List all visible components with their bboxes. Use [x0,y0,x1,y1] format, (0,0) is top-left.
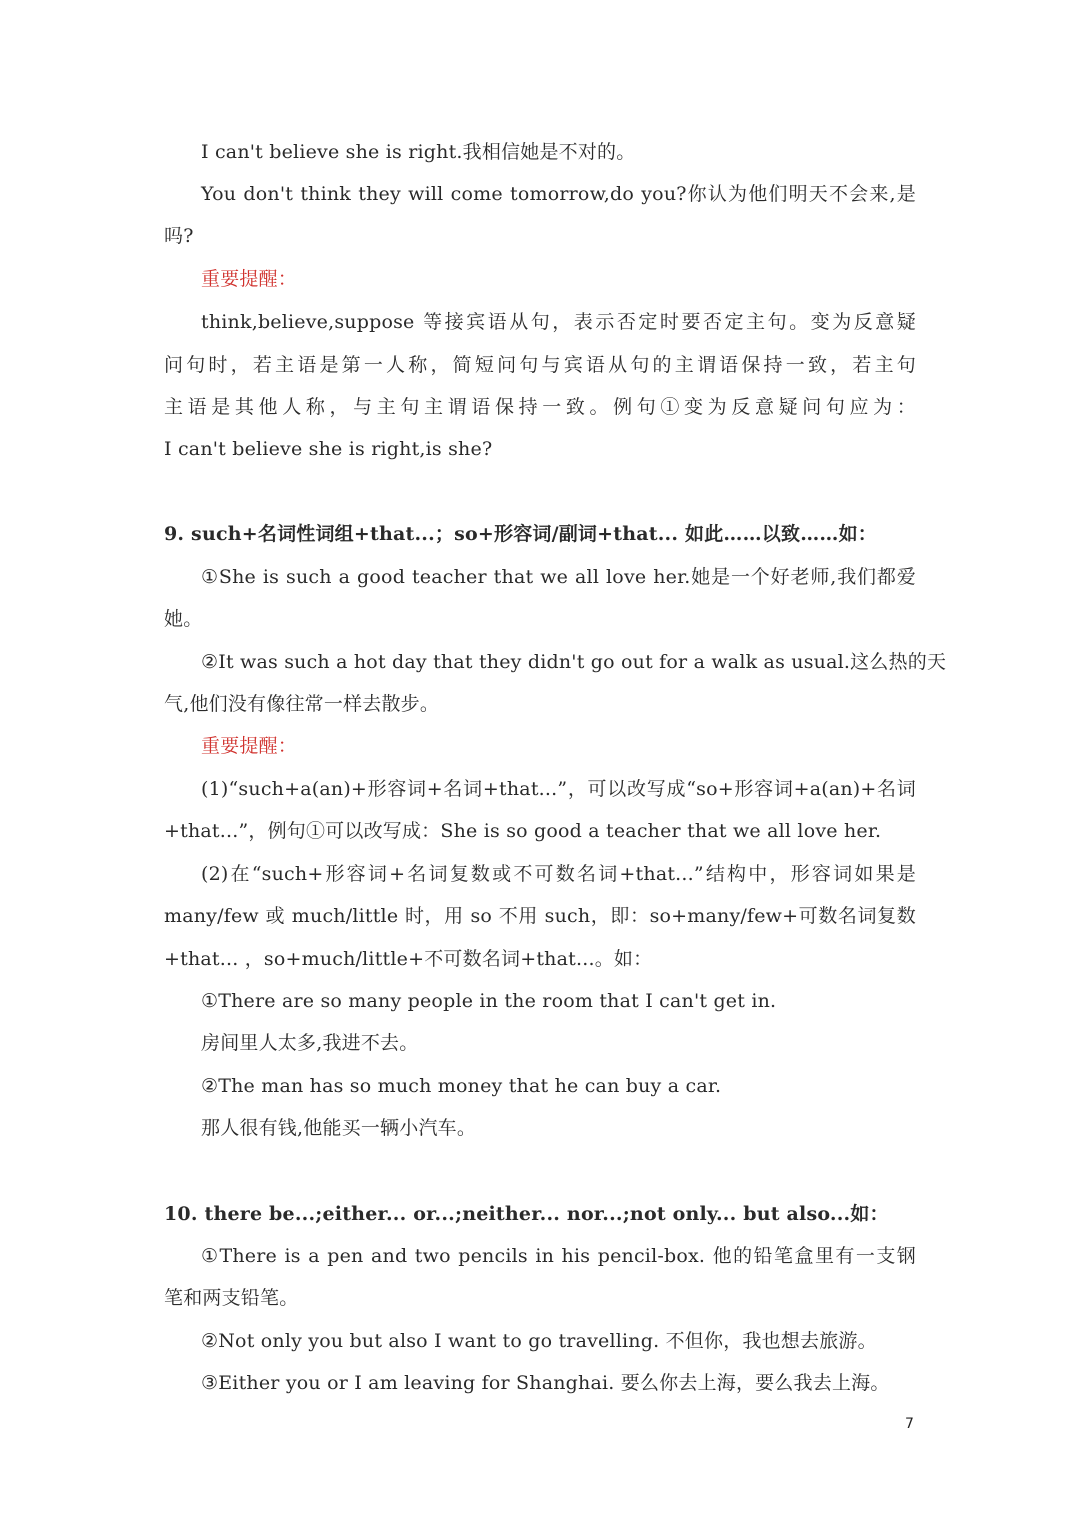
reminder-text: (1)“such+a(an)+形容词+名词+that...”，可以改写成“so+形容词+a(an)+名词 [201,778,916,800]
reminder-text: +that...”，例句①可以改写成：She is so good a teacher that we all love her. [164,820,882,842]
example-line: ①She is such a good teacher that we all love her.她是一个好老师,我们都爱 [201,566,916,588]
example-line: ③Either you or I am leaving for Shanghai. 要么你去上海，要么我去上海。 [201,1372,890,1394]
reminder-text: 那人很有钱,他能买一辆小汽车。 [201,1117,477,1139]
example-line: I can't believe she is right.我相信她是不对的。 [201,141,636,163]
reminder-label: 重要提醒： [201,268,298,290]
page-number: 7 [905,1416,914,1432]
example-line: ②It was such a hot day that they didn't go out for a walk as usual.这么热的天 [201,651,947,673]
example-line: ①There is a pen and two pencils in his pencil-box. 他的铅笔盒里有一支钢 [201,1245,916,1267]
example-line: 她。 [164,608,203,630]
example-line: 笔和两支铅笔。 [164,1287,299,1309]
example-line: ②Not only you but also I want to go travelling. 不但你，我也想去旅游。 [201,1330,877,1352]
reminder-text: ②The man has so much money that he can buy a car. [201,1075,722,1097]
reminder-text: (2)在“such+形容词+名词复数或不可数名词+that...”结构中，形容词如果是 [201,863,916,885]
reminder-text: many/few 或 much/little 时，用 so 不用 such，即：so+many/few+可数名词复数 [164,905,916,927]
reminder-text: I can't believe she is right,is she? [164,438,493,460]
section-10-heading: 10. there be...;either... or...;neither... nor...;not only... but also...如： [164,1203,889,1225]
example-line: You don't think they will come tomorrow,do you?你认为他们明天不会来,是 [201,183,916,205]
example-line: 吗? [164,225,194,247]
reminder-text: 房间里人太多,我进不去。 [201,1032,419,1054]
reminder-text: 问句时，若主语是第一人称，简短问句与宾语从句的主谓语保持一致，若主句 [164,354,916,376]
reminder-label: 重要提醒： [201,735,298,757]
example-line: 气,他们没有像往常一样去散步。 [164,693,440,715]
reminder-text: ①There are so many people in the room that I can't get in. [201,990,777,1012]
reminder-text: think,believe,suppose 等接宾语从句，表示否定时要否定主句。变为反意疑 [201,311,916,333]
section-9-heading: 9. such+名词性词组+that...；so+形容词/副词+that... 如此……以致……如： [164,523,877,545]
reminder-text: +that... ，so+much/little+不可数名词+that...。如： [164,948,653,970]
reminder-text: 主语是其他人称，与主句主谓语保持一致。例句①变为反意疑问句应为： [164,396,916,418]
